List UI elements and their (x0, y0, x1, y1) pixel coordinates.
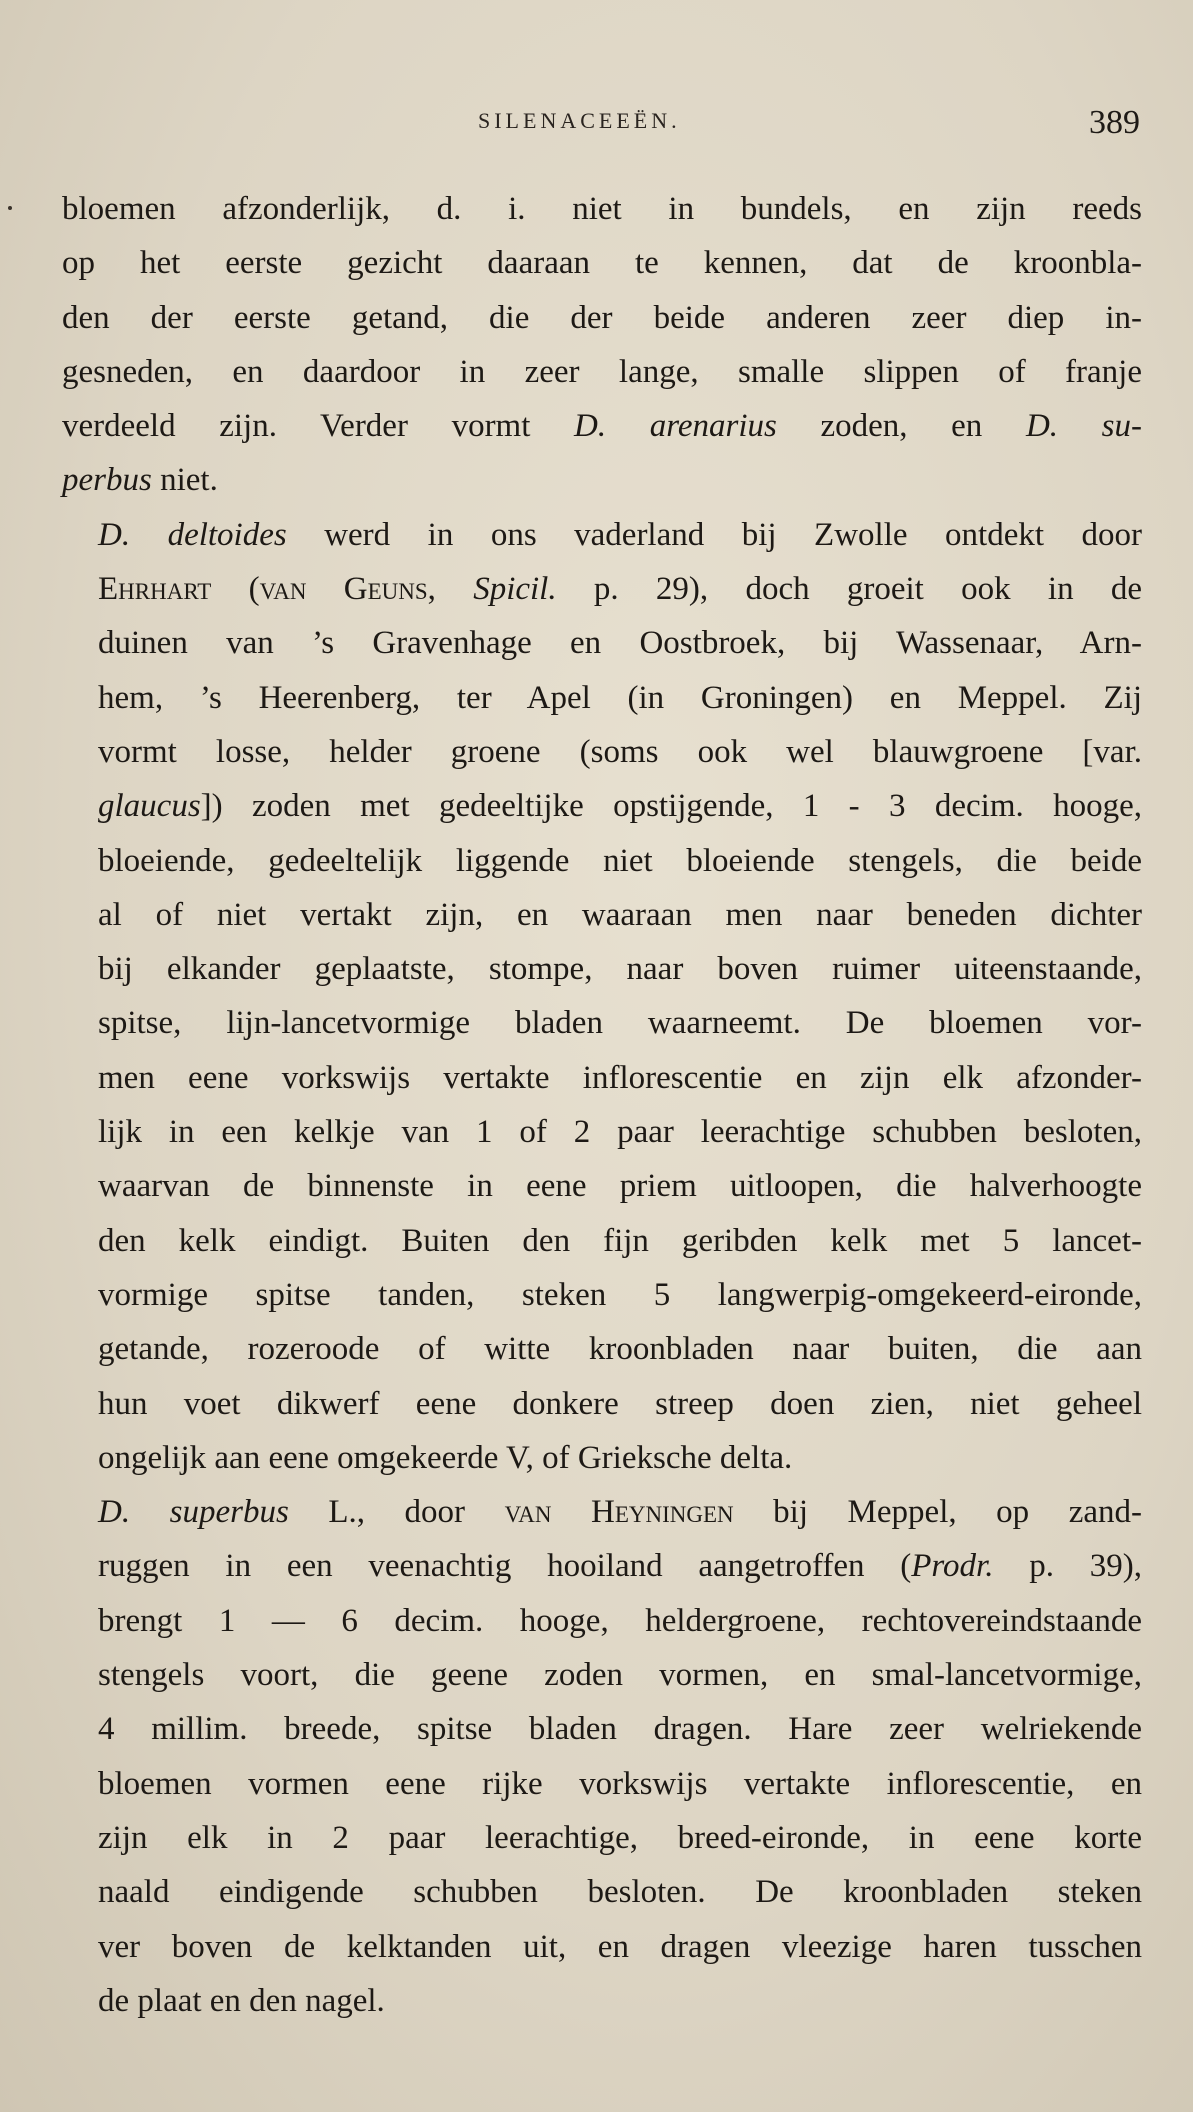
text-line (62, 1105, 1142, 1159)
text-run: den der eerste getand, die der beide anderen zeer diep in- (62, 299, 1142, 336)
text-run: ( (211, 571, 260, 608)
text-line (62, 942, 1142, 996)
text-run: bloeiende, gedeeltelijk liggende niet bloeiende stengels, die beide (98, 842, 1142, 879)
italic-text: D. superbus (98, 1494, 289, 1531)
small-caps-name: Ehrhart (98, 571, 212, 608)
text-run: men eene vorkswijs vertakte inflorescentie en zijn elk afzonder- (98, 1059, 1142, 1096)
text-line (62, 1214, 1142, 1268)
text-run: 4 millim. breede, spitse bladen dragen. Hare zeer welriekende (98, 1711, 1142, 1748)
text-line (62, 996, 1142, 1050)
page-number: 389 (1089, 104, 1140, 141)
text-run: ruggen in een veenachtig hooiland aangetroffen ( (98, 1548, 912, 1585)
text-line (62, 1811, 1142, 1865)
text-run: lijk in een kelkje van 1 of 2 paar leerachtige schubben besloten, (98, 1114, 1142, 1151)
text-line (62, 291, 1142, 345)
running-title: SILENACEEËN. (478, 108, 681, 133)
text-line (62, 1594, 1142, 1648)
text-line (62, 779, 1142, 833)
text-line (62, 182, 1142, 236)
text-run: zoden, en (776, 408, 1026, 445)
text-run: hem, ’s Heerenberg, ter Apel (in Groningen) en Meppel. Zij (98, 679, 1142, 716)
italic-text: Spicil. (473, 571, 557, 608)
text-run: werd in ons vaderland bij Zwolle ontdekt door (286, 516, 1142, 553)
text-run: vormige spitse tanden, steken 5 langwerpig-omgekeerd-eironde, (98, 1276, 1142, 1313)
text-line (62, 453, 1142, 507)
text-run: al of niet vertakt zijn, en waaraan men naar beneden dichter (98, 896, 1142, 933)
text-line (62, 725, 1142, 779)
text-line (62, 1322, 1142, 1376)
text-run: getande, rozeroode of witte kroonbladen naar buiten, die aan (98, 1331, 1142, 1368)
text-run: ver boven de kelktanden uit, en dragen vleezige haren tusschen (98, 1928, 1142, 1965)
italic-text: D. arenarius (574, 408, 777, 445)
text-run: vormt losse, helder groene (soms ook wel blauwgroene [var. (98, 733, 1142, 770)
text-run: bij Meppel, op zand- (733, 1494, 1142, 1531)
italic-text: D. deltoides (98, 516, 287, 553)
text-line (62, 508, 1142, 562)
text-run: bloemen afzonderlijk, d. i. niet in bundels, en zijn reeds (62, 191, 1142, 227)
italic-text: perbus (62, 462, 152, 499)
text-line (62, 1431, 1142, 1485)
margin-mark (8, 206, 12, 210)
text-run: den kelk eindigt. Buiten den fijn geribden kelk met 5 lancet- (98, 1222, 1142, 1259)
text-line (62, 345, 1142, 399)
page-header (0, 104, 1193, 144)
text-line (62, 399, 1142, 453)
text-run: naald eindigende schubben besloten. De kroonbladen steken (98, 1874, 1142, 1911)
text-line (62, 1702, 1142, 1756)
text-run: niet. (151, 462, 218, 499)
text-line (62, 1920, 1142, 1974)
text-line (62, 671, 1142, 725)
text-line (62, 1051, 1142, 1105)
text-line (62, 834, 1142, 888)
text-run: ongelijk aan eene omgekeerde V, of Grieksche delta. (98, 1439, 793, 1476)
text-run: ]) zoden met gedeeltijke opstijgende, 1 - 3 decim. hooge, (200, 788, 1142, 825)
text-run: spitse, lijn-lancetvormige bladen waarneemt. De bloemen vor- (98, 1005, 1142, 1042)
text-run: duinen van ’s Gravenhage en Oostbroek, bij Wassenaar, Arn- (98, 625, 1142, 662)
text-run: brengt 1 — 6 decim. hooge, heldergroene, rechtovereindstaande (98, 1602, 1142, 1639)
text-run: L., door (288, 1494, 505, 1531)
text-run: bij elkander geplaatste, stompe, naar boven ruimer uiteenstaande, (98, 951, 1142, 988)
text-line (62, 1268, 1142, 1322)
paragraph (62, 1485, 1142, 2028)
text-line (62, 888, 1142, 942)
text-line (62, 1159, 1142, 1213)
text-run: p. 29), doch groeit ook in de (556, 571, 1142, 608)
paragraph (62, 508, 1142, 1485)
small-caps-name: van Heyningen (504, 1494, 734, 1531)
text-line (62, 1757, 1142, 1811)
text-line (62, 1539, 1142, 1593)
text-run: op het eerste gezicht daaraan te kennen, dat de kroonbla- (62, 245, 1142, 282)
paragraph (62, 182, 1142, 508)
italic-text: D. su- (1025, 408, 1142, 445)
text-run: zijn elk in 2 paar leerachtige, breed-eironde, in eene korte (98, 1819, 1142, 1856)
small-caps-name: van Geuns (259, 571, 428, 608)
text-run: waarvan de binnenste in eene priem uitloopen, die halverhoogte (98, 1168, 1142, 1205)
text-line (62, 1648, 1142, 1702)
text-line (62, 616, 1142, 670)
text-run: gesneden, en daardoor in zeer lange, smalle slippen of franje (62, 353, 1142, 390)
text-line (62, 236, 1142, 290)
text-run: , (427, 571, 474, 608)
body-text (62, 182, 1142, 2028)
text-line (62, 1377, 1142, 1431)
text-run: bloemen vormen eene rijke vorkswijs vertakte inflorescentie, en (98, 1765, 1142, 1802)
italic-text: glaucus (98, 788, 201, 825)
text-run: p. 39), (993, 1548, 1142, 1585)
text-run: de plaat en den nagel. (98, 1982, 385, 2019)
text-line (62, 562, 1142, 616)
text-line (62, 1485, 1142, 1539)
italic-text: Prodr. (911, 1548, 994, 1585)
text-line (62, 1974, 1142, 2028)
text-run: verdeeld zijn. Verder vormt (62, 408, 575, 445)
text-run: hun voet dikwerf eene donkere streep doen zien, niet geheel (98, 1385, 1142, 1422)
text-run: stengels voort, die geene zoden vormen, en smal-lancetvormige, (98, 1657, 1142, 1694)
text-line (62, 1865, 1142, 1919)
